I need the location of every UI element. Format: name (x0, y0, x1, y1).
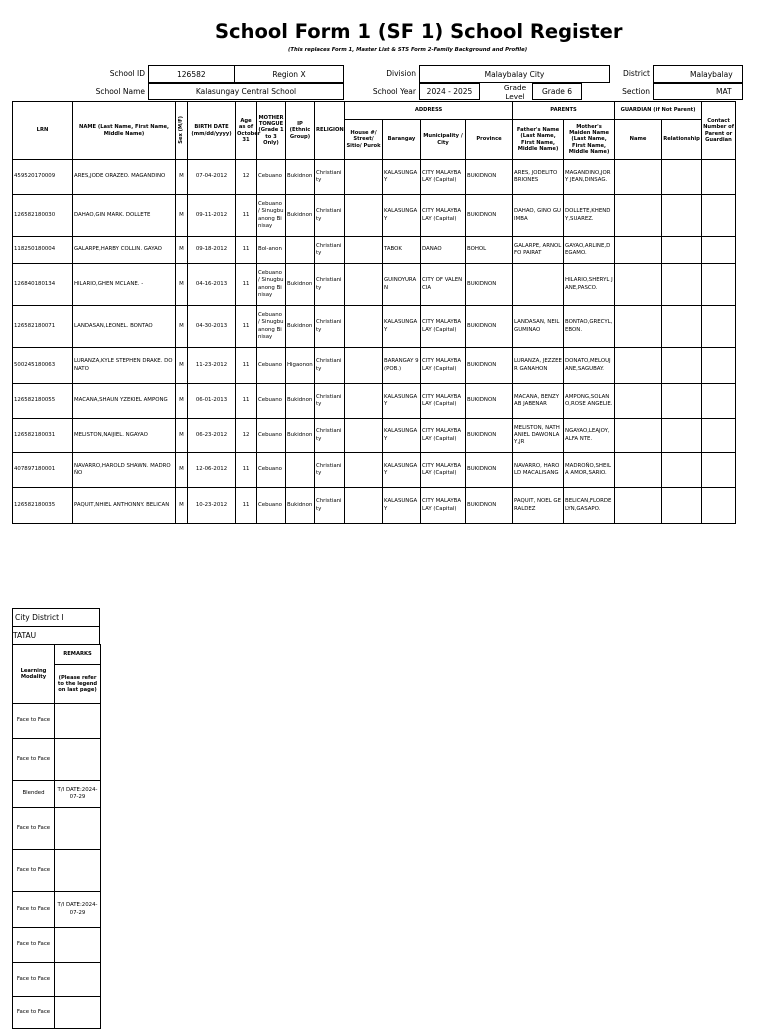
cell-lrn: 407897180001 (13, 453, 73, 488)
cell-remarks (55, 928, 101, 963)
col-learning-modality: Learning Modality (13, 645, 55, 704)
cell-house (345, 237, 383, 264)
cell-ip: Bukidnon (286, 419, 315, 453)
table-row[interactable] (13, 237, 736, 264)
col-mother-tongue: MOTHER TONGUE (Grade 1 to 3 Only) (257, 102, 286, 160)
cell-modality: Face to Face (13, 739, 55, 781)
division-field[interactable]: Malaybalay City (419, 65, 610, 83)
cell-name: GALARPE,HARBY COLLIN. GAYAO (73, 237, 176, 264)
cell-father (513, 264, 564, 306)
col-lrn: LRN (13, 102, 73, 160)
cell-ip: Bukidnon (286, 160, 315, 195)
cell-contact (702, 384, 736, 419)
grade-level-field[interactable]: Grade 6 (532, 83, 582, 100)
cell-mother-tongue: Cebuano / Sinugbuanong Binisay (257, 195, 286, 237)
division-label: Division (386, 69, 416, 78)
cell-age: 11 (236, 384, 257, 419)
cell-father: LURANZA, JEZZEER GANAHON (513, 348, 564, 384)
cell-house (345, 195, 383, 237)
cell-name: ARES,JODE ORAZEO. MAGANDINO (73, 160, 176, 195)
cell-remarks (55, 704, 101, 739)
cell-house (345, 264, 383, 306)
section-label: Section (622, 87, 650, 96)
cell-birth: 10-23-2012 (188, 488, 236, 524)
page-subtitle: (This replaces Form 1, Master List & STS Form 2-Family Background and Profile) (288, 47, 528, 53)
cell-guardian-name (615, 195, 662, 237)
cell-ip: Bukidnon (286, 264, 315, 306)
col-father: Father's Name (Last Name, First Name, Middle Name) (513, 120, 564, 160)
cell-father: NAVARRO, HAROLD MACALISANG (513, 453, 564, 488)
cell-modality: Face to Face (13, 808, 55, 850)
cell-relationship (662, 453, 702, 488)
col-sex (176, 102, 188, 160)
cell-birth: 09-18-2012 (188, 237, 236, 264)
cell-mother: AMPONG,SOLANO,ROSE ANGELIE. (564, 384, 615, 419)
cell-lrn: 118250180004 (13, 237, 73, 264)
cell-municipality: CITY MALAYBALAY (Capital) (421, 453, 466, 488)
cell-father: MACANA, BENZYAB JABENAR (513, 384, 564, 419)
cell-lrn: 126582180055 (13, 384, 73, 419)
cell-municipality: CITY MALAYBALAY (Capital) (421, 384, 466, 419)
table-row[interactable] (13, 850, 101, 892)
tatau-continuation: TATAU (12, 626, 100, 645)
cell-mother-tongue: Cebuano (257, 488, 286, 524)
district-continuation: City District I (12, 608, 100, 627)
cell-house (345, 384, 383, 419)
cell-mother: HILARIO,SHERYL JANE,PASCO. (564, 264, 615, 306)
cell-birth: 11-23-2012 (188, 348, 236, 384)
col-province: Province (466, 120, 513, 160)
cell-name: PAQUIT,NHIEL ANTHONNY. BELICAN (73, 488, 176, 524)
cell-remarks (55, 963, 101, 997)
cell-relationship (662, 306, 702, 348)
cell-province: BUKIDNON (466, 488, 513, 524)
cell-birth: 04-16-2013 (188, 264, 236, 306)
cell-sex: M (176, 237, 188, 264)
cell-relationship (662, 419, 702, 453)
table-row[interactable] (13, 892, 101, 928)
cell-province: BUKIDNON (466, 384, 513, 419)
cell-sex: M (176, 306, 188, 348)
cell-house (345, 160, 383, 195)
cell-mother-tongue: Cebuano (257, 348, 286, 384)
school-year-field[interactable]: 2024 - 2025 (419, 83, 480, 100)
cell-sex: M (176, 348, 188, 384)
cell-sex: M (176, 419, 188, 453)
cell-mother-tongue: Cebuano (257, 453, 286, 488)
cell-father: DAHAO, GINO GUIMBA (513, 195, 564, 237)
cell-religion: Christianity (315, 348, 345, 384)
cell-modality: Blended (13, 781, 55, 808)
cell-guardian-name (615, 384, 662, 419)
cell-name: MELISTON,NAIJIEL. NGAYAO (73, 419, 176, 453)
cell-guardian-name (615, 306, 662, 348)
cell-province: BUKIDNON (466, 306, 513, 348)
cell-remarks (55, 808, 101, 850)
cell-sex: M (176, 488, 188, 524)
cell-birth: 12-06-2012 (188, 453, 236, 488)
cell-age: 12 (236, 160, 257, 195)
cell-remarks: T/I DATE:2024-07-29 (55, 781, 101, 808)
register-table (12, 101, 736, 524)
cell-province: BUKIDNON (466, 264, 513, 306)
cell-name: LANDASAN,LEONEL. BONTAO (73, 306, 176, 348)
table-row[interactable] (13, 808, 101, 850)
cell-modality: Face to Face (13, 928, 55, 963)
table-row[interactable] (13, 264, 736, 306)
cell-ip: Bukidnon (286, 384, 315, 419)
region-field[interactable]: Region X (234, 65, 344, 83)
table-row[interactable] (13, 195, 736, 237)
cell-religion: Christianity (315, 264, 345, 306)
cell-mother-tongue: Bol-anon (257, 237, 286, 264)
cell-province: BUKIDNON (466, 348, 513, 384)
cell-father: GALARPE, ARNOLFO PAIRAT (513, 237, 564, 264)
page-title: School Form 1 (SF 1) School Register (215, 20, 623, 43)
cell-contact (702, 237, 736, 264)
cell-mother-tongue: Cebuano / Sinugbuanong Binisay (257, 264, 286, 306)
cell-sex: M (176, 453, 188, 488)
col-remarks-legend: (Please refer to the legend on last page) (55, 665, 101, 704)
cell-mother: GAYAO,ARLINE,DEGAMO. (564, 237, 615, 264)
cell-mother: MAGANDINO,JORY JEAN,DINSAG. (564, 160, 615, 195)
cell-relationship (662, 384, 702, 419)
cell-remarks (55, 997, 101, 1029)
cell-ip (286, 237, 315, 264)
cell-modality: Face to Face (13, 997, 55, 1029)
cell-contact (702, 419, 736, 453)
cell-contact (702, 306, 736, 348)
cell-age: 11 (236, 195, 257, 237)
cell-municipality: DANAO (421, 237, 466, 264)
cell-mother: NGAYAO,LEAJOY,ALFA NTE. (564, 419, 615, 453)
cell-remarks (55, 850, 101, 892)
cell-name: DAHAO,GIN MARK. DOLLETE (73, 195, 176, 237)
cell-religion: Christianity (315, 160, 345, 195)
cell-sex: M (176, 195, 188, 237)
col-house: House #/ Street/ Sitio/ Purok (345, 120, 383, 160)
cell-guardian-name (615, 264, 662, 306)
cell-barangay: KALASUNGAY (383, 419, 421, 453)
col-municipality: Municipality / City (421, 120, 466, 160)
cell-barangay: KALASUNGAY (383, 160, 421, 195)
cell-mother: BELICAN,FLORDELYN,GASAPO. (564, 488, 615, 524)
cell-house (345, 348, 383, 384)
cell-barangay: KALASUNGAY (383, 488, 421, 524)
cell-ip (286, 453, 315, 488)
cell-barangay: KALASUNGAY (383, 306, 421, 348)
cell-modality: Face to Face (13, 850, 55, 892)
cell-house (345, 488, 383, 524)
cell-house (345, 419, 383, 453)
cell-relationship (662, 237, 702, 264)
cell-lrn: 459520170009 (13, 160, 73, 195)
cell-lrn: 126840180134 (13, 264, 73, 306)
cell-province: BUKIDNON (466, 160, 513, 195)
cell-father: PAQUIT, NOEL GERALDEZ (513, 488, 564, 524)
cell-barangay: KALASUNGAY (383, 384, 421, 419)
cell-ip: Bukidnon (286, 306, 315, 348)
col-birth-date: BIRTH DATE (mm/dd/yyyy) (188, 102, 236, 160)
col-guardian: GUARDIAN (if Not Parent) (615, 102, 702, 120)
cell-birth: 06-23-2012 (188, 419, 236, 453)
cell-barangay: TABOK (383, 237, 421, 264)
cell-contact (702, 488, 736, 524)
cell-birth: 07-04-2012 (188, 160, 236, 195)
cell-name: HILARIO,GHEN MCLANE. - (73, 264, 176, 306)
cell-lrn: 126582180035 (13, 488, 73, 524)
cell-lrn: 500245180063 (13, 348, 73, 384)
cell-mother-tongue: Cebuano (257, 160, 286, 195)
cell-relationship (662, 264, 702, 306)
cell-relationship (662, 348, 702, 384)
cell-religion: Christianity (315, 488, 345, 524)
grade-level-label: Grade Level (503, 83, 527, 101)
cell-province: BUKIDNON (466, 419, 513, 453)
cell-age: 11 (236, 264, 257, 306)
cell-barangay: KALASUNGAY (383, 453, 421, 488)
cell-lrn: 126582180071 (13, 306, 73, 348)
cell-name: LURANZA,KYLE STEPHEN DRAKE. DONATO (73, 348, 176, 384)
cell-birth: 04-30-2013 (188, 306, 236, 348)
cell-father: MELISTON, NATHANIEL DAWONLAY,JR (513, 419, 564, 453)
col-guardian-name: Name (615, 120, 662, 160)
table-row[interactable] (13, 781, 101, 808)
table-row[interactable] (13, 384, 736, 419)
cell-mother: MADROÑO,SHEILA AMOR,SARIO. (564, 453, 615, 488)
table-row[interactable] (13, 997, 101, 1029)
cell-sex: M (176, 264, 188, 306)
cell-guardian-name (615, 488, 662, 524)
cell-mother-tongue: Cebuano (257, 384, 286, 419)
col-relationship: Relationship (662, 120, 702, 160)
cell-religion: Christianity (315, 384, 345, 419)
cell-age: 11 (236, 453, 257, 488)
cell-religion: Christianity (315, 237, 345, 264)
cell-barangay: KALASUNGAY (383, 195, 421, 237)
table-row[interactable] (13, 419, 736, 453)
cell-remarks: T/I DATE:2024-07-29 (55, 892, 101, 928)
col-name: NAME (Last Name, First Name, Middle Name) (73, 102, 176, 160)
cell-mother: DOLLETE,KHENDY,SUAREZ. (564, 195, 615, 237)
school-year-label: School Year (372, 87, 416, 96)
cell-mother-tongue: Cebuano (257, 419, 286, 453)
cell-guardian-name (615, 160, 662, 195)
cell-religion: Christianity (315, 453, 345, 488)
col-remarks: REMARKS (55, 645, 101, 665)
cell-municipality: CITY MALAYBALAY (Capital) (421, 195, 466, 237)
cell-age: 11 (236, 488, 257, 524)
cell-municipality: CITY MALAYBALAY (Capital) (421, 348, 466, 384)
cell-birth: 09-11-2012 (188, 195, 236, 237)
cell-guardian-name (615, 237, 662, 264)
cell-house (345, 306, 383, 348)
cell-sex: M (176, 384, 188, 419)
cell-contact (702, 264, 736, 306)
cell-sex: M (176, 160, 188, 195)
table-row[interactable] (13, 453, 736, 488)
cell-mother: BONTAO,GRECYL,EBON. (564, 306, 615, 348)
cell-modality: Face to Face (13, 704, 55, 739)
cell-birth: 06-01-2013 (188, 384, 236, 419)
cell-name: NAVARRO,HAROLD SHAWN. MADROÑO (73, 453, 176, 488)
table-row[interactable] (13, 963, 101, 997)
table-row[interactable] (13, 704, 101, 739)
col-address: ADDRESS (345, 102, 513, 120)
col-contact: Contact Number of Parent or Guardian (702, 102, 736, 160)
cell-relationship (662, 488, 702, 524)
school-id-label: School ID (109, 69, 145, 78)
cell-age: 11 (236, 348, 257, 384)
col-sex-label: Sex (M/F) (178, 115, 185, 144)
cell-guardian-name (615, 453, 662, 488)
cell-municipality: CITY MALAYBALAY (Capital) (421, 488, 466, 524)
cell-municipality: CITY MALAYBALAY (Capital) (421, 306, 466, 348)
cell-modality: Face to Face (13, 892, 55, 928)
cell-house (345, 453, 383, 488)
district-field[interactable]: Malaybalay (653, 65, 743, 83)
cell-guardian-name (615, 348, 662, 384)
cell-contact (702, 160, 736, 195)
cell-contact (702, 195, 736, 237)
cell-father: ARES, JODELITO BRIONES (513, 160, 564, 195)
col-mother: Mother's Maiden Name (Last Name, First Name, Middle Name) (564, 120, 615, 160)
cell-father: LANDASAN, NEIL GUMINAO (513, 306, 564, 348)
cell-age: 11 (236, 237, 257, 264)
cell-barangay: GUINOYURAN (383, 264, 421, 306)
cell-province: BUKIDNON (466, 453, 513, 488)
cell-guardian-name (615, 419, 662, 453)
col-ip: IP (Ethnic Group) (286, 102, 315, 160)
table-row[interactable] (13, 348, 736, 384)
table-row[interactable] (13, 739, 101, 781)
col-barangay: Barangay (383, 120, 421, 160)
school-name-label: School Name (95, 87, 145, 96)
cell-mother-tongue: Cebuano / Sinugbuanong Binisay (257, 306, 286, 348)
cell-province: BOHOL (466, 237, 513, 264)
col-parents: PARENTS (513, 102, 615, 120)
cell-lrn: 126582180031 (13, 419, 73, 453)
cell-name: MACANA,SHAUN YZEKIEL AMPONG (73, 384, 176, 419)
table-row[interactable] (13, 160, 736, 195)
cell-contact (702, 453, 736, 488)
cell-municipality: CITY MALAYBALAY (Capital) (421, 160, 466, 195)
table-row[interactable] (13, 928, 101, 963)
cell-ip: Bukidnon (286, 195, 315, 237)
cell-contact (702, 348, 736, 384)
table-row[interactable] (13, 306, 736, 348)
col-religion: RELIGION (315, 102, 345, 160)
cell-relationship (662, 160, 702, 195)
school-name-field[interactable]: Kalasungay Central School (148, 83, 344, 100)
cell-relationship (662, 195, 702, 237)
table-row[interactable] (13, 488, 736, 524)
cell-lrn: 126582180030 (13, 195, 73, 237)
cell-remarks (55, 739, 101, 781)
cell-ip: Higaonon (286, 348, 315, 384)
cell-barangay: BARANGAY 9 (POB.) (383, 348, 421, 384)
cell-modality: Face to Face (13, 963, 55, 997)
cell-municipality: CITY MALAYBALAY (Capital) (421, 419, 466, 453)
cell-province: BUKIDNON (466, 195, 513, 237)
modality-remarks-table (12, 644, 101, 1029)
district-label: District (623, 69, 650, 78)
cell-municipality: CITY OF VALENCIA (421, 264, 466, 306)
cell-religion: Christianity (315, 195, 345, 237)
cell-mother: DONATO,MELOUJANE,SAGUBAY. (564, 348, 615, 384)
section-field[interactable]: MAT (653, 83, 743, 100)
cell-religion: Christianity (315, 306, 345, 348)
school-id-field[interactable]: 126582 (148, 65, 235, 83)
cell-ip: Bukidnon (286, 488, 315, 524)
cell-religion: Christianity (315, 419, 345, 453)
cell-age: 11 (236, 306, 257, 348)
cell-age: 12 (236, 419, 257, 453)
col-age: Age as of October 31 (236, 102, 257, 160)
